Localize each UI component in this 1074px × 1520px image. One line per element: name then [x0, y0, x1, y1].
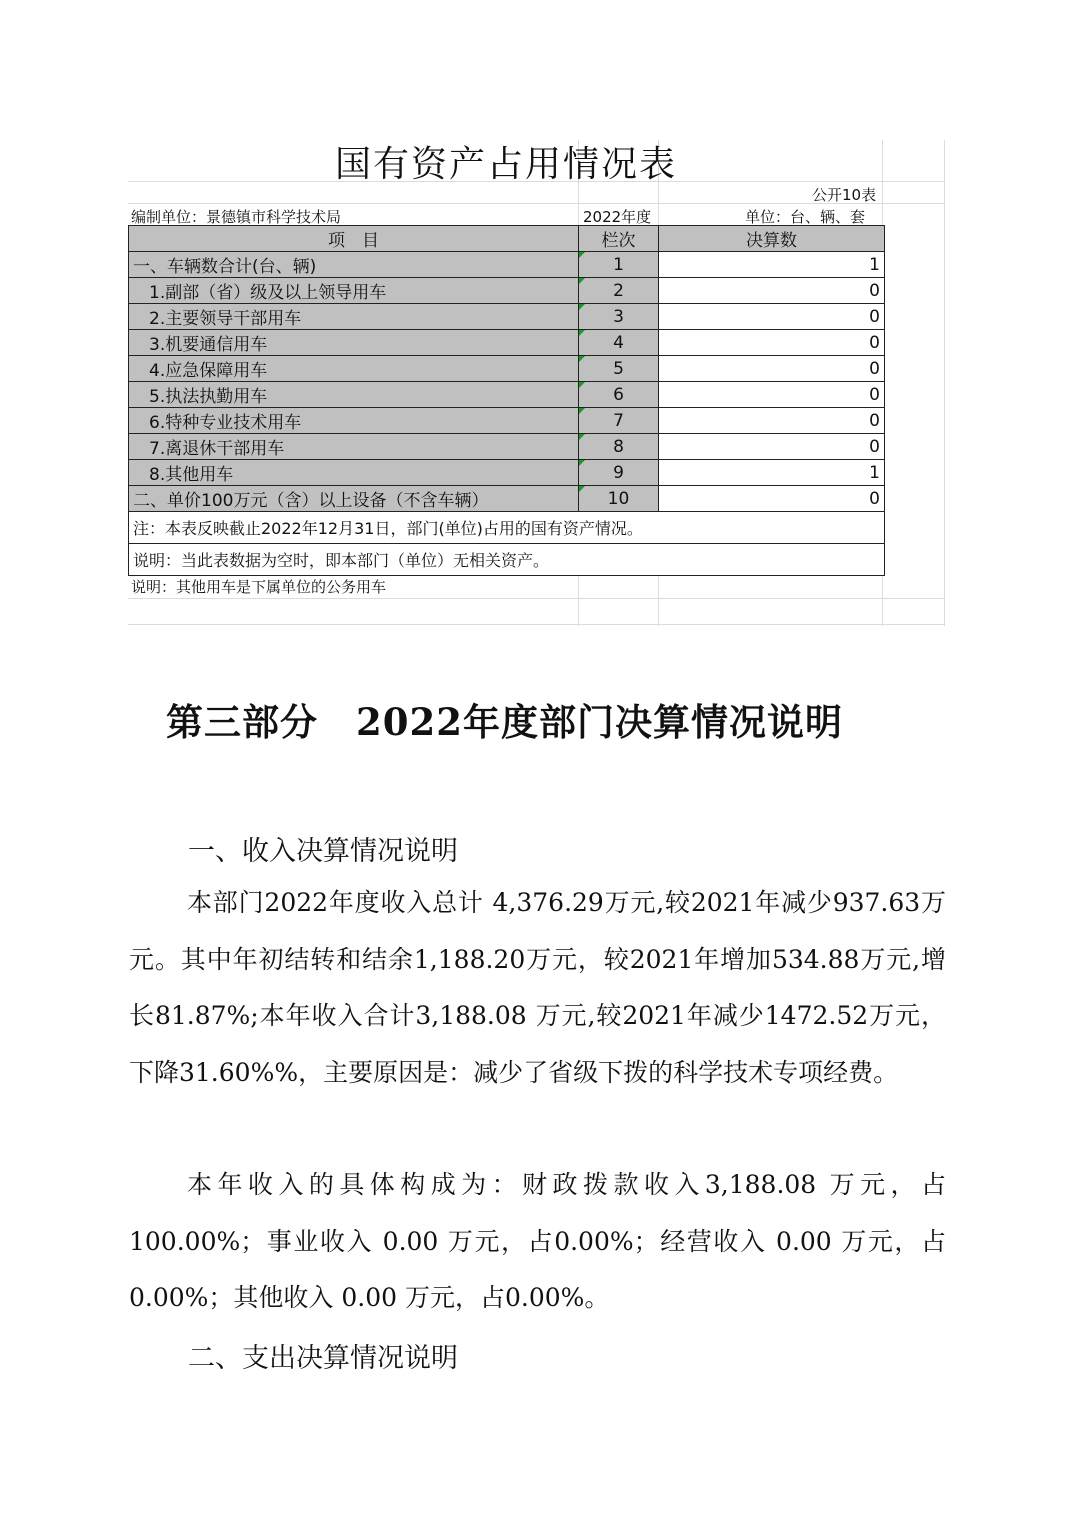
- section-heading-expenditure: 二、支出决算情况说明: [188, 1343, 458, 1374]
- table-row: [129, 434, 885, 460]
- cell-marker-icon: [579, 278, 585, 284]
- row-value: 0: [659, 382, 885, 408]
- row-value: 0: [659, 356, 885, 382]
- row-item: 8.其他用车: [129, 460, 579, 486]
- row-item: 一、车辆数合计(台、辆): [129, 252, 579, 278]
- row-seq: 9: [579, 460, 659, 486]
- note-row: [129, 512, 885, 544]
- table-row: [129, 278, 885, 304]
- table-row: [129, 304, 885, 330]
- cell-marker-icon: [579, 408, 585, 414]
- compiling-unit: 编制单位：景德镇市科学技术局: [131, 208, 342, 226]
- row-item: 5.执法执勤用车: [129, 382, 579, 408]
- cell-marker-icon: [579, 434, 585, 440]
- row-item: 4.应急保障用车: [129, 356, 579, 382]
- cell-marker-icon: [579, 252, 585, 258]
- table-row: [129, 356, 885, 382]
- gridline: [128, 624, 944, 625]
- paragraph-income-summary: 本部门2022年度收入总计 4,376.29万元,较2021年减少937.63万元。其中年初结转和结余1,188.20万元，较2021年增加534.88万元,增长81.87%;本年收入合计3,188.08 万元,较2021年减少1472.52万元，下降31.60%%，主要原因是：减少了省级下拨的科学技术专项经费。: [129, 888, 946, 1087]
- row-seq: 10: [579, 486, 659, 512]
- row-seq: 4: [579, 330, 659, 356]
- table-note: 注：本表反映截止2022年12月31日，部门(单位)占用的国有资产情况。: [129, 512, 885, 544]
- header-value: 决算数: [659, 226, 885, 252]
- row-item: 7.离退休干部用车: [129, 434, 579, 460]
- cell-marker-icon: [579, 382, 585, 388]
- asset-table: [128, 225, 885, 576]
- table-row: [129, 460, 885, 486]
- table-code: 公开10表: [812, 186, 877, 204]
- row-item: 1.副部（省）级及以上领导用车: [129, 278, 579, 304]
- row-seq: 7: [579, 408, 659, 434]
- row-seq: 6: [579, 382, 659, 408]
- row-value: 1: [659, 252, 885, 278]
- table-header-row: [129, 226, 885, 252]
- cell-marker-icon: [579, 330, 585, 336]
- gridline: [128, 598, 944, 599]
- fiscal-year: 2022年度: [583, 208, 652, 226]
- table-row: [129, 408, 885, 434]
- header-item: 项 目: [129, 226, 579, 252]
- table-row: [129, 486, 885, 512]
- row-value: 0: [659, 486, 885, 512]
- row-seq: 2: [579, 278, 659, 304]
- cell-marker-icon: [579, 304, 585, 310]
- gridline: [944, 140, 945, 626]
- row-seq: 1: [579, 252, 659, 278]
- row-item: 6.特种专业技术用车: [129, 408, 579, 434]
- table-footnote: 说明：其他用车是下属单位的公务用车: [131, 578, 387, 596]
- spreadsheet-screenshot: [0, 0, 1074, 640]
- cell-marker-icon: [579, 356, 585, 362]
- row-value: 1: [659, 460, 885, 486]
- row-item: 2.主要领导干部用车: [129, 304, 579, 330]
- cell-marker-icon: [579, 460, 585, 466]
- part-heading: 第三部分 2022年度部门决算情况说明: [166, 700, 843, 744]
- row-value: 0: [659, 304, 885, 330]
- sheet-title: 国有资产占用情况表: [334, 144, 677, 185]
- row-seq: 8: [579, 434, 659, 460]
- header-seq: 栏次: [579, 226, 659, 252]
- row-seq: 3: [579, 304, 659, 330]
- row-item: 3.机要通信用车: [129, 330, 579, 356]
- table-row: [129, 330, 885, 356]
- table-row: [129, 252, 885, 278]
- row-value: 0: [659, 434, 885, 460]
- measure-unit: 单位：台、辆、套: [745, 208, 866, 226]
- note-row: [129, 544, 885, 576]
- table-note: 说明：当此表数据为空时，即本部门（单位）无相关资产。: [129, 544, 885, 576]
- table-row: [129, 382, 885, 408]
- paragraph-income-composition: 本年收入的具体构成为：财政拨款收入3,188.08 万元，占100.00%；事业收入 0.00 万元，占0.00%；经营收入 0.00 万元，占0.00%；其他收入 0.00 万元，占0.00%。: [129, 1170, 946, 1312]
- row-seq: 5: [579, 356, 659, 382]
- row-item: 二、单价100万元（含）以上设备（不含车辆）: [129, 486, 579, 512]
- cell-marker-icon: [579, 486, 585, 492]
- row-value: 0: [659, 330, 885, 356]
- row-value: 0: [659, 408, 885, 434]
- row-value: 0: [659, 278, 885, 304]
- section-heading-income: 一、收入决算情况说明: [188, 836, 458, 867]
